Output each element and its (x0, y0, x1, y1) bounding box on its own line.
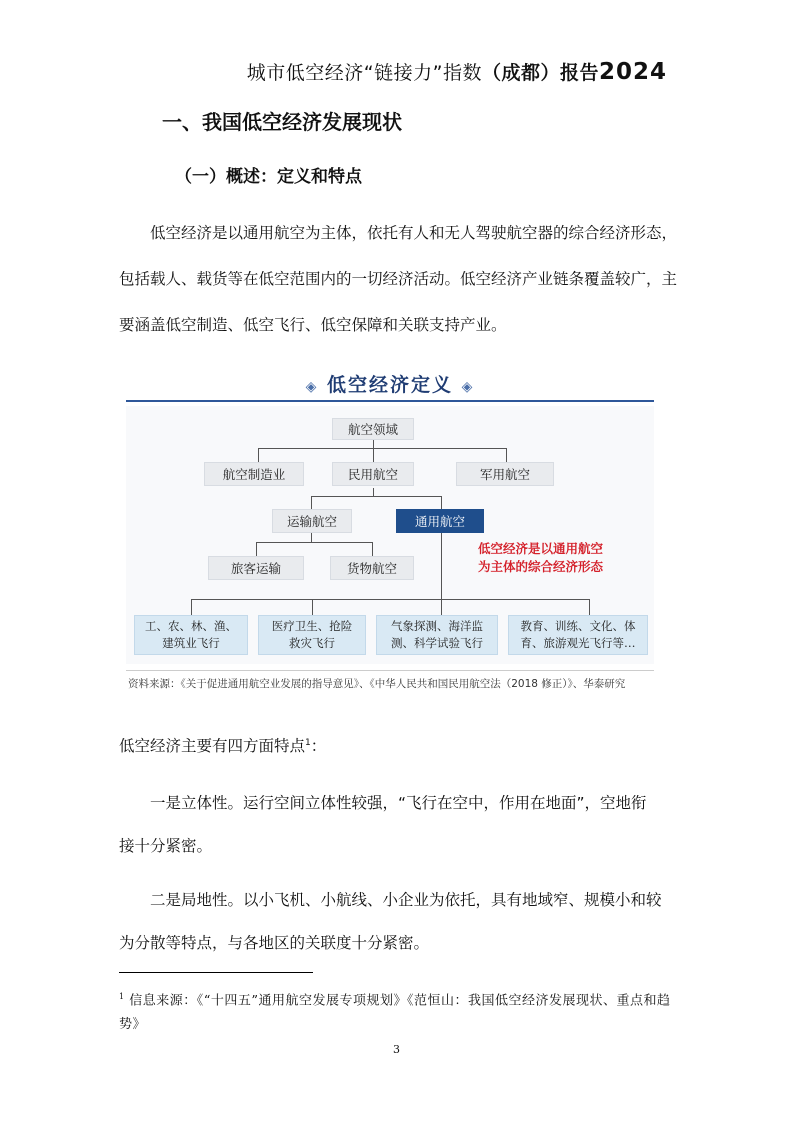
connector (311, 496, 312, 509)
figure-source: 资料来源：《关于促进通用航空业发展的指导意见》、《中华人民共和国民用航空法（2018 修正）》、华泰研究 (128, 678, 626, 690)
figure-title (120, 370, 660, 397)
running-header (247, 58, 667, 85)
header-year: 2024 (598, 59, 667, 85)
node-military: 军用航空 (456, 462, 554, 486)
intro-paragraph: 低空经济是以通用航空为主体，依托有人和无人驾驶航空器的综合经济形态，包括载人、载货等在低空范围内的一切经济活动。低空经济产业链条覆盖较广，主要涵盖低空制造、低空飞行、低空保障和关联支持产业。 (119, 224, 678, 334)
footnote-rule (119, 972, 313, 973)
header-text: 城市低空经济 (246, 62, 364, 84)
features-intro-colon: ： (310, 737, 327, 755)
connector (373, 440, 374, 448)
node-passenger: 旅客运输 (208, 556, 304, 580)
features-intro-text: 低空经济主要有四方面特点 (119, 737, 306, 755)
section-title: 一、我国低空经济发展现状 (162, 110, 402, 134)
header-quote: “链接力” (363, 62, 443, 84)
connector (191, 599, 589, 600)
node-leaf-3: 气象探测、海洋监测、科学试验飞行 (376, 615, 498, 655)
subsection-title: （一）概述：定义和特点 (175, 167, 362, 187)
footnote-text: 信息来源：《“十四五”通用航空发展专项规划》《范恒山：我国低空经济发展现状、重点和趋势》 (119, 993, 671, 1033)
diamond-icon: ◈ (461, 379, 475, 395)
figure-title-text: 低空经济定义 (326, 374, 453, 396)
connector (311, 496, 441, 497)
definition-note (478, 540, 603, 576)
connector (372, 542, 373, 556)
connector (589, 599, 590, 615)
connector (258, 448, 259, 462)
connector (191, 599, 192, 615)
footnote-mark: 1 (119, 992, 125, 1001)
connector (312, 599, 313, 615)
source-rule (126, 670, 654, 671)
diamond-icon: ◈ (305, 379, 319, 395)
node-manufacturing: 航空制造业 (204, 462, 304, 486)
node-civil: 民用航空 (332, 462, 414, 486)
figure-rule (126, 400, 654, 402)
page-number: 3 (393, 1043, 400, 1056)
header-city: （成都） (481, 62, 560, 84)
connector (256, 542, 257, 556)
connector (441, 496, 442, 509)
node-leaf-1: 工、农、林、渔、建筑业飞行 (134, 615, 248, 655)
hierarchy-diagram (126, 406, 654, 664)
node-root: 航空领域 (332, 418, 414, 440)
connector (256, 542, 372, 543)
connector (258, 448, 506, 449)
feature-1-line-2: 接十分紧密。 (119, 837, 213, 855)
header-report: 报告 (559, 62, 599, 84)
connector (441, 599, 442, 615)
feature-2-line-2: 为分散等特点，与各地区的关联度十分紧密。 (119, 934, 430, 952)
node-leaf-2: 医疗卫生、抢险救灾飞行 (258, 615, 366, 655)
feature-2-line-1: 二是局地性。以小飞机、小航线、小企业为依托，具有地域窄、规模小和较 (150, 891, 662, 909)
node-transport: 运输航空 (272, 509, 352, 533)
node-leaf-4: 教育、训练、文化、体育、旅游观光飞行等… (508, 615, 648, 655)
connector (373, 448, 374, 462)
feature-1-line-1: 一是立体性。运行空间立体性较强，“飞行在空中，作用在地面”，空地衔 (150, 794, 647, 812)
connector (373, 488, 374, 496)
note-line: 低空经济是以通用航空 (478, 541, 604, 556)
footnote (119, 985, 679, 1037)
connector (311, 533, 312, 542)
features-intro (119, 734, 326, 756)
node-cargo: 货物航空 (330, 556, 414, 580)
note-line: 为主体的综合经济形态 (478, 559, 604, 574)
header-text-2: 指数 (442, 62, 482, 84)
footnote-ref: 1 (305, 737, 311, 748)
definition-figure (120, 358, 660, 698)
node-general: 通用航空 (396, 509, 484, 533)
connector (441, 533, 442, 599)
connector (506, 448, 507, 462)
